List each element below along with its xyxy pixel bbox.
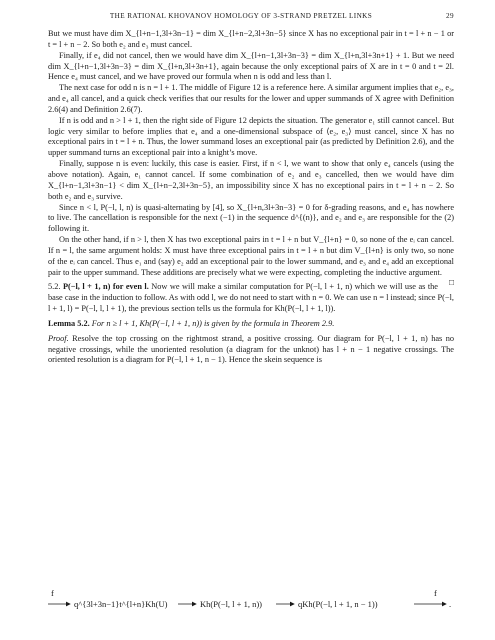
paragraph-text: On the other hand, if n > l, then X has two exceptional pairs in t = l + n but V_{l+n} = 0, so none of the eᵢ can cancel. If n = l, the same argument holds: X must have three exceptional pairs in t = l + n but dim V_{l+n} is only two, so none of the eᵢ can cancel. Thus e₁ and (say) e₂ add an exceptional pair to the lower summand, and e₃ and e₄ add an exceptional pair to the upper summand. These additions are precisely what we were expecting, completing the inductive argument.: [48, 235, 454, 277]
paragraph: Since n < l, P(−l, l, n) is quasi-alternating by [4], so X_{l+n,3l+3n−3} = 0 for δ-grading reasons, and e₄ has nowhere to live. The cancellation is responsible for the next (−1) in the sequence d^{(n)}, and e₂ and e₃ are responsible for the (2) following it.: [48, 202, 454, 234]
sequence-term-1: q^{3l+3n−1}t^{l+n}Kh(U): [74, 599, 168, 609]
proof-text: Resolve the top crossing on the rightmost strand, a positive crossing. Our diagram for P(−l, l + 1, n) has no negative crossings, while the unoriented resolution (a diagram for the unknot) has l + n − 1 negative crossings. The oriented resolution is a diagram for P(−l, l + 1, n − 1). Hence the skein sequence is: [48, 333, 454, 365]
running-title: THE RATIONAL KHOVANOV HOMOLOGY OF 3-STRAND PRETZEL LINKS: [109, 12, 373, 20]
map-label-left: f: [51, 588, 54, 598]
lemma-statement: For n ≥ l + 1, Kh(P(−l, l + 1, n)) is given by the formula in Theorem 2.9.: [91, 318, 335, 328]
map-label-right: f: [434, 588, 437, 598]
page-number: 29: [446, 12, 454, 20]
sequence-term-2: Kh(P(−l, l + 1, n)): [200, 599, 262, 609]
sequence-end: .: [449, 599, 452, 609]
section-title: P(−l, l + 1, n) for even l.: [62, 282, 149, 292]
lemma-label: Lemma 5.2.: [48, 318, 90, 328]
running-header: [48, 12, 454, 24]
main-text: [48, 29, 454, 366]
section-number: 5.2.: [48, 282, 61, 292]
proof-label: Proof.: [48, 333, 69, 343]
qed-symbol: □: [448, 278, 454, 288]
section-text: Now we will make a similar computation for P(−l, l + 1, n) which we will use as the base case in the induction to follow. As with odd l, we do not need to start with n = 0. We can use n = l instead; since P(−l, l + 1, l) = P(−l, l, l + 1), the previous section tells us the formula for Kh(P(−l, l + 1, l)).: [48, 282, 454, 314]
subsection: [48, 282, 454, 315]
proof: [48, 334, 454, 367]
paragraph: But we must have dim X_{l+n−1,3l+3n−1} = dim X_{l+n−2,3l+3n−5} since X has no exceptional pair in t = l + n − 1 or t = l + n − 2. So both e₂ and e₃ must cancel.: [48, 29, 454, 49]
sequence-term-3: qKh(P(−l, l + 1, n − 1)): [298, 599, 378, 609]
paragraph: Finally, suppose n is even: luckily, this case is easier. First, if n < l, we want to show that only e₄ cancels (using the above notation). Again, e₁ cannot cancel. If some combination of e₂ and e₃ cancelled, then we would have dim X_{l+n−1,3l+3n−1} < dim X_{l+n−2,3l+3n−5}, an impossibility since X has no exceptional pairs in t = l + n − 2. So both e₂ and e₃ survive.: [48, 159, 454, 201]
paragraph: If n is odd and n > l + 1, then the right side of Figure 12 depicts the situation. The generator e₁ still cannot cancel. But logic very similar to before implies that e₄ and a one-dimensional subspace of ⟨e₂, e₃⟩ must cancel, since X has no exceptional pairs in t = l + n. Thus, the lower summand loses an exceptional pair (as predicted by Definition 2.6), and the upper summand turns an exceptional pair into a knight’s move.: [48, 115, 454, 158]
lemma: [48, 319, 454, 330]
skein-sequence: [48, 586, 454, 616]
paragraph: Finally, if e₄ did not cancel, then we would have dim X_{l+n−1,3l+3n−3} = dim X_{l+n,3l+3n+1} + 1. But we need dim X_{l+n−1,3l+3n−3} = dim X_{l+n,3l+3n+1}, again because the only exceptional pairs of X are in t = 0 and t = 2l. Hence e₄ must cancel, and we have proved our formula when n is odd and less than l.: [48, 50, 454, 82]
paragraph: The next case for odd n is n = l + 1. The middle of Figure 12 is a reference here. A similar argument implies that e₂, e₃, and e₄ all cancel, and a quick check verifies that our results for the lower and upper summands of X agree with Definition 2.6(4) and Definition 2.6(7).: [48, 83, 454, 114]
